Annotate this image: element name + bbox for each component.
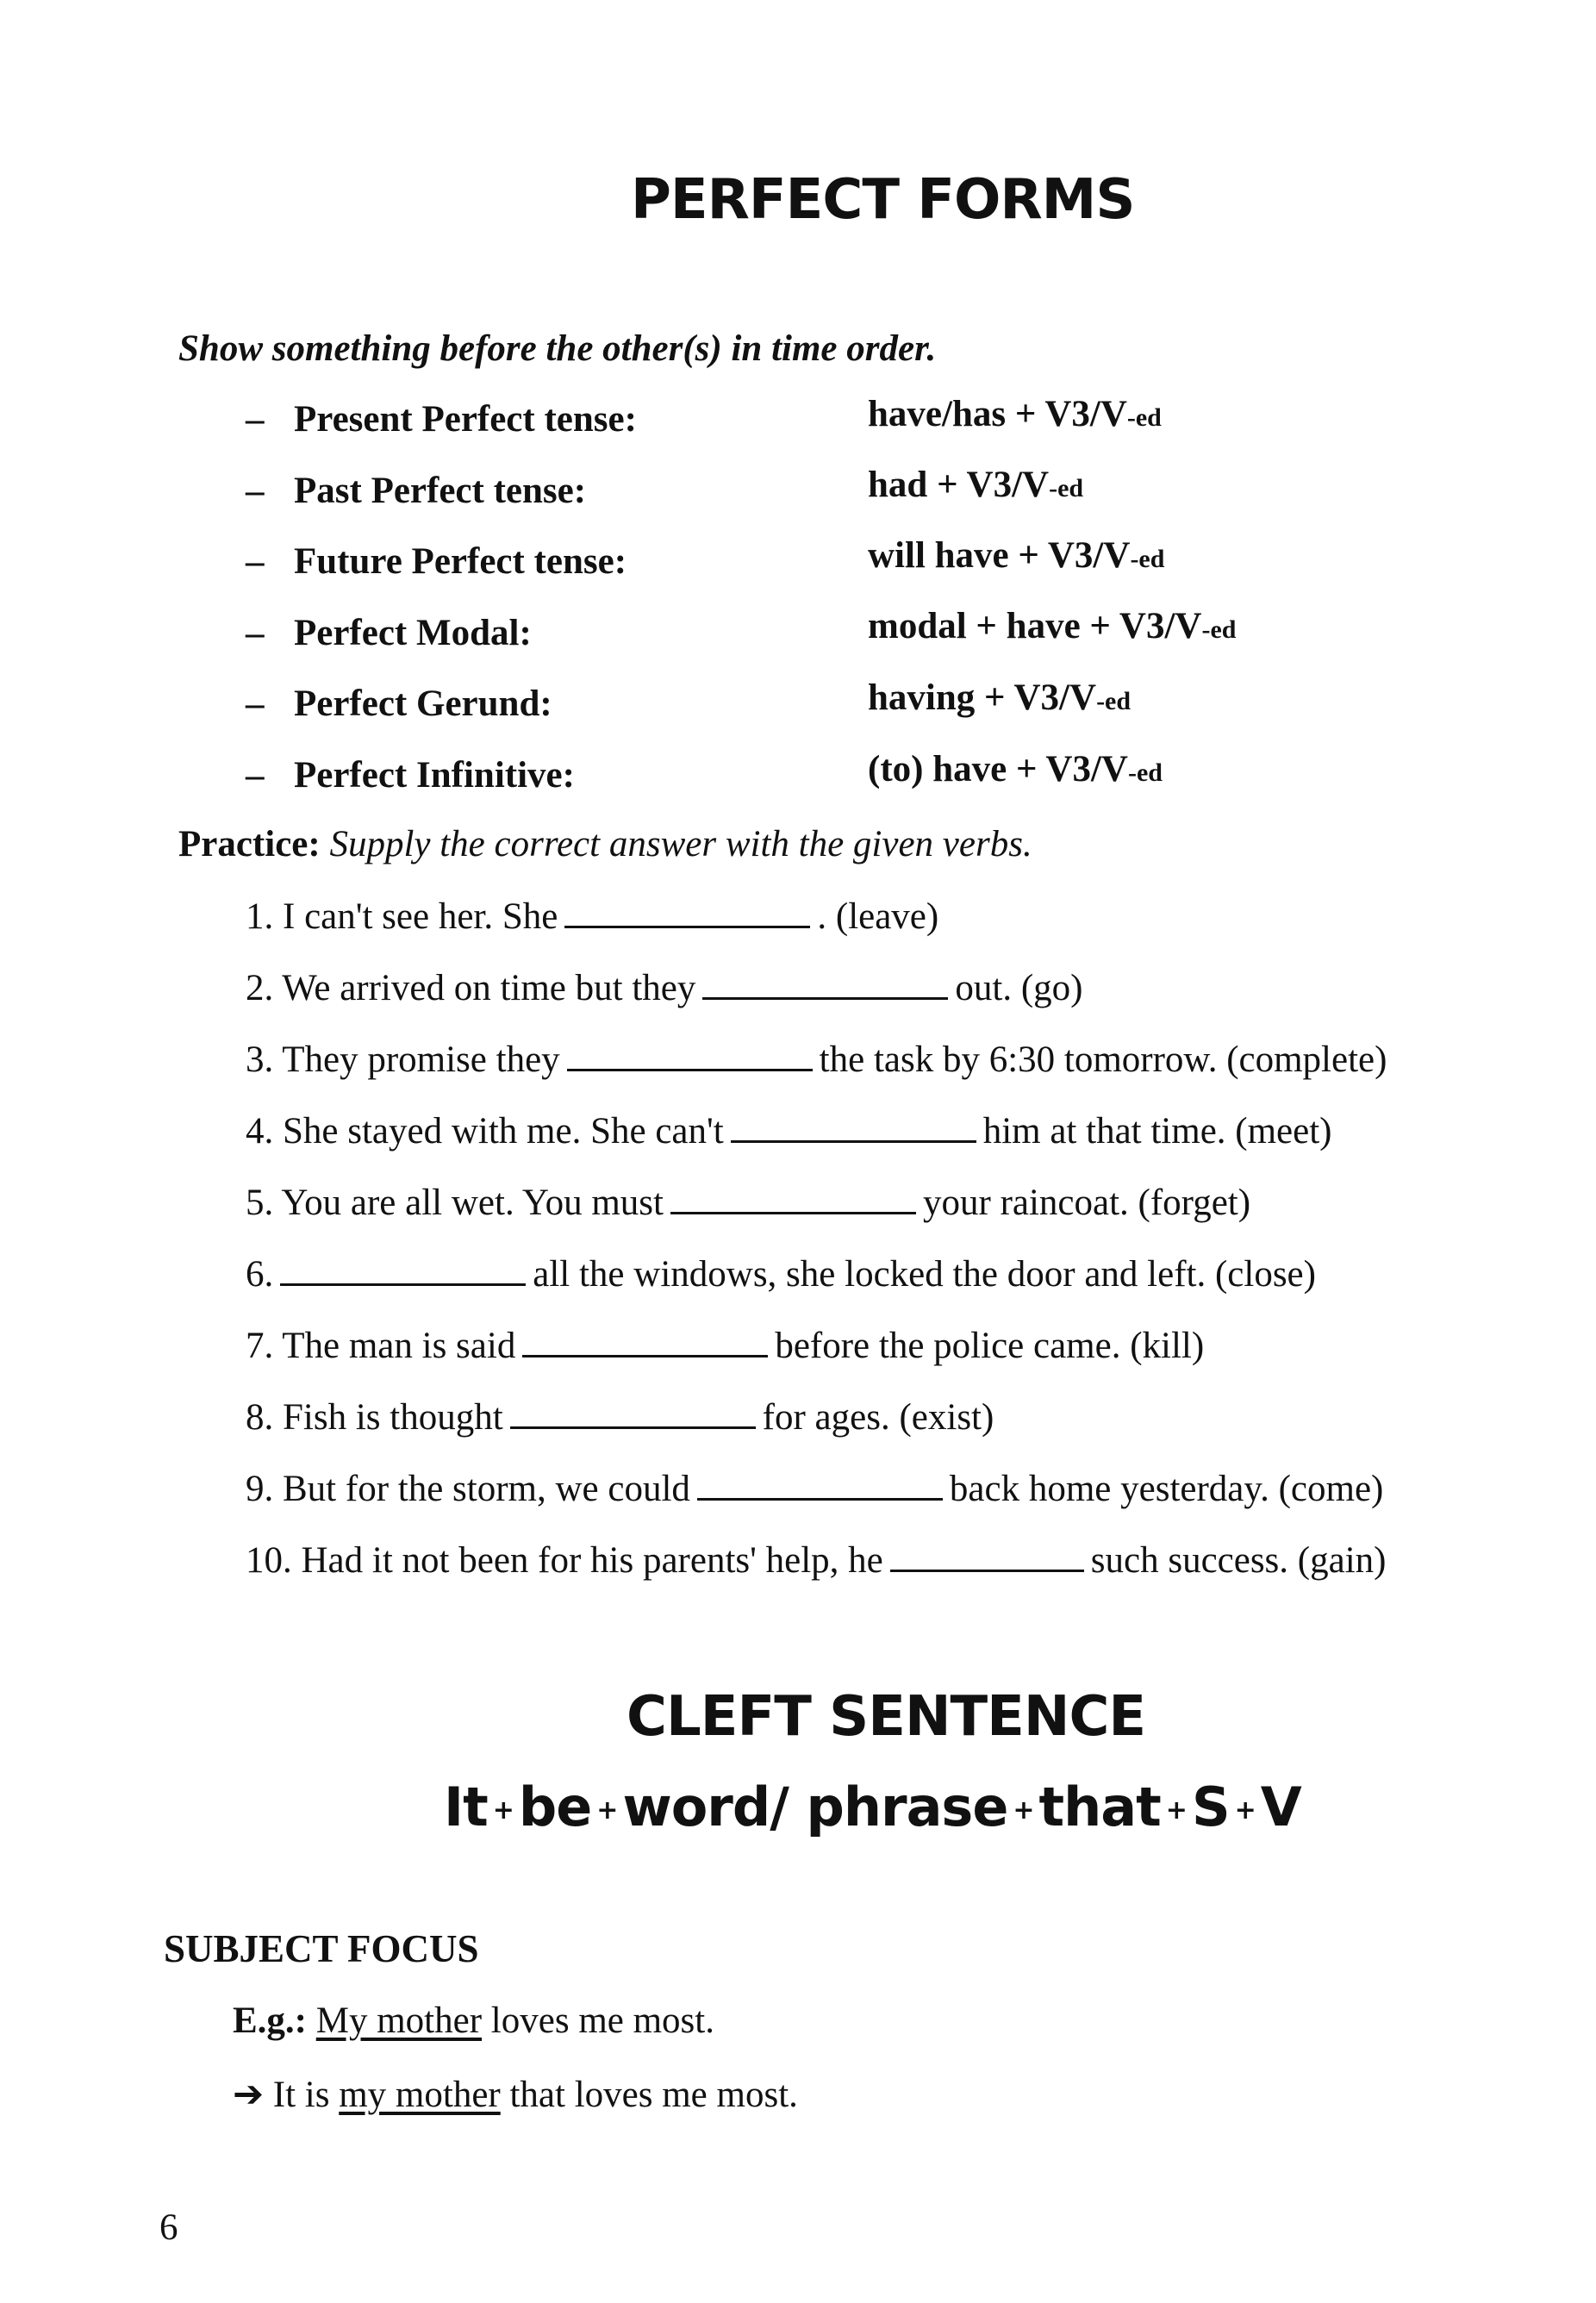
answer-blank[interactable]: [522, 1324, 768, 1357]
form-label: Present Perfect tense:: [294, 399, 637, 440]
answer-blank[interactable]: [731, 1109, 976, 1143]
form-row-future-perfect: [246, 540, 627, 583]
bullet-dash: –: [246, 541, 265, 582]
answer-blank[interactable]: [670, 1181, 916, 1214]
cleft-sentence-title: CLEFT SENTENCE: [627, 1685, 1146, 1749]
answer-blank[interactable]: [510, 1395, 756, 1429]
form-formula-perfect-gerund: having + V3/V-ed: [868, 677, 1132, 718]
subject-focus-heading: SUBJECT FOCUS: [164, 1927, 479, 1970]
form-label: Past Perfect tense:: [294, 471, 587, 511]
practice-item-6: 6. all the windows, she locked the door and left. (close): [246, 1254, 1316, 1295]
perfect-forms-title: PERFECT FORMS: [631, 168, 1135, 232]
answer-blank[interactable]: [890, 1538, 1084, 1572]
example-sentence: E.g.: My mother loves me most.: [233, 2000, 714, 2041]
form-formula-perfect-infinitive: (to) have + V3/V-ed: [868, 749, 1163, 790]
practice-item-2: 2. We arrived on time but they out. (go): [246, 968, 1083, 1008]
practice-item-4: 4. She stayed with me. She can't him at that time. (meet): [246, 1111, 1332, 1152]
form-formula-past-perfect: had + V3/V-ed: [868, 465, 1084, 505]
form-formula-perfect-modal: modal + have + V3/V-ed: [868, 606, 1237, 646]
bullet-dash: –: [246, 399, 265, 440]
bullet-dash: –: [246, 755, 265, 796]
practice-text: Supply the correct answer with the given verbs.: [329, 824, 1032, 864]
form-label: Perfect Gerund:: [294, 683, 552, 724]
form-row-present-perfect: [246, 398, 637, 440]
answer-blank[interactable]: [280, 1252, 526, 1286]
practice-item-8: 8. Fish is thought for ages. (exist): [246, 1397, 994, 1438]
answer-blank[interactable]: [702, 966, 948, 1000]
bullet-dash: –: [246, 471, 265, 511]
practice-item-9: 9. But for the storm, we could back home yesterday. (come): [246, 1469, 1384, 1509]
form-row-past-perfect: [246, 470, 586, 512]
form-row-perfect-modal: [246, 612, 532, 654]
practice-item-10: 10. Had it not been for his parents' help, he such success. (gain): [246, 1540, 1387, 1581]
practice-item-5: 5. You are all wet. You must your raincoat. (forget): [246, 1183, 1251, 1223]
form-formula-future-perfect: will have + V3/V-ed: [868, 535, 1165, 576]
form-formula-present-perfect: have/has + V3/V-ed: [868, 394, 1162, 434]
cleft-formula: It +be +word/ phrase +that +S +V: [444, 1776, 1301, 1838]
practice-item-1: 1. I can't see her. She . (leave): [246, 896, 939, 937]
practice-item-7: 7. The man is said before the police came. (kill): [246, 1326, 1205, 1366]
answer-blank[interactable]: [564, 895, 810, 928]
answer-blank[interactable]: [697, 1467, 943, 1501]
practice-instruction: [178, 823, 1032, 865]
form-label: Perfect Infinitive:: [294, 755, 575, 796]
bullet-dash: –: [246, 613, 265, 653]
form-label: Future Perfect tense:: [294, 541, 627, 582]
perfect-forms-intro: Show something before the other(s) in time order.: [178, 328, 937, 369]
arrow-right-icon: ➔: [233, 2075, 265, 2115]
form-label: Perfect Modal:: [294, 613, 532, 653]
bullet-dash: –: [246, 683, 265, 724]
practice-label: Practice:: [178, 824, 321, 864]
practice-item-3: 3. They promise they the task by 6:30 tomorrow. (complete): [246, 1039, 1387, 1080]
form-row-perfect-gerund: [246, 683, 552, 725]
form-row-perfect-infinitive: [246, 754, 575, 796]
example-answer: ➔ It is my mother that loves me most.: [233, 2075, 798, 2115]
page-number: 6: [159, 2207, 178, 2248]
answer-blank[interactable]: [567, 1038, 813, 1071]
